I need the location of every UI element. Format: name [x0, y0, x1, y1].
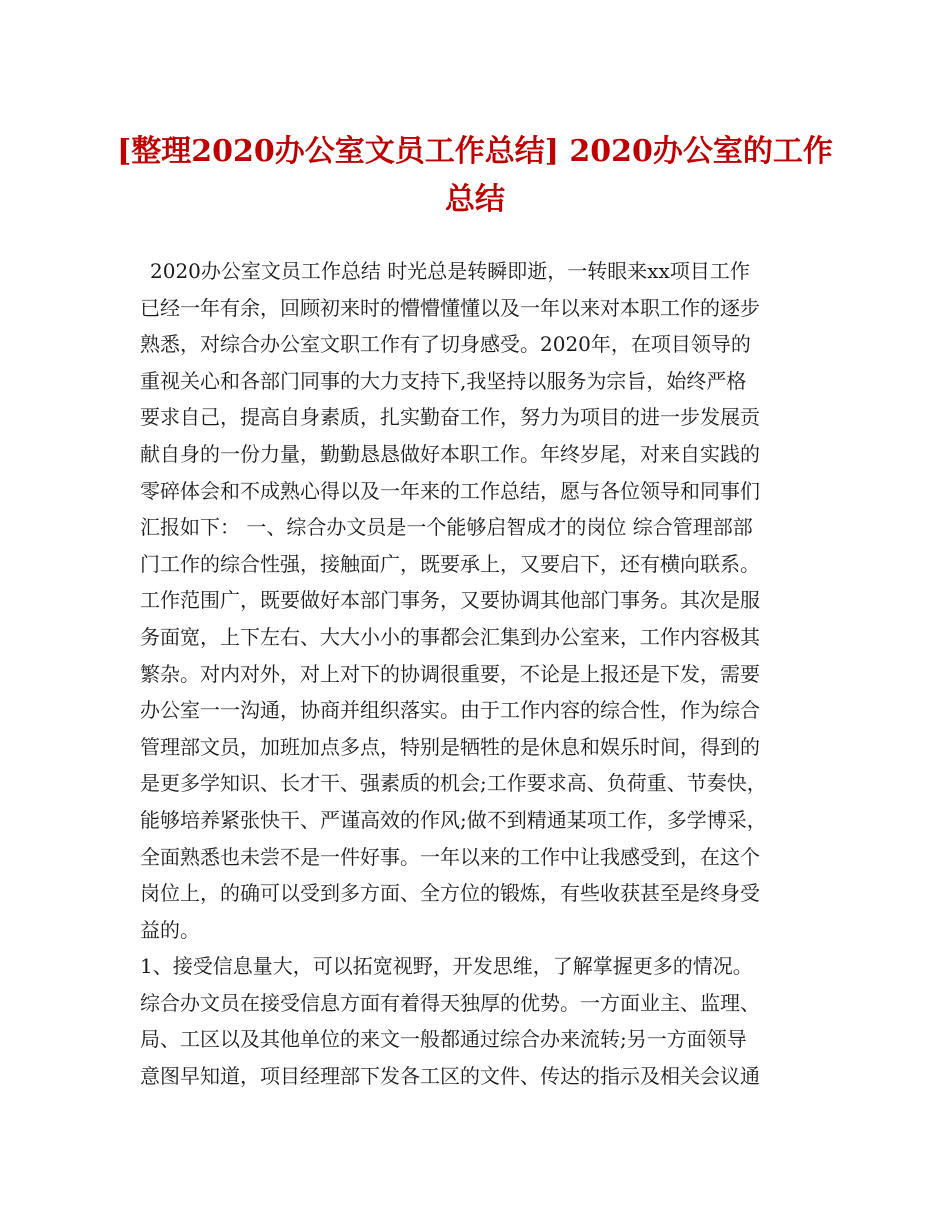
body-line: 局、工区以及其他单位的来文一般都通过综合办来流转;另一方面领导 [140, 1027, 747, 1052]
document-body [140, 253, 830, 1095]
body-line: 要求自己，提高自身素质，扎实勤奋工作，努力为项目的进一步发展贡 [140, 405, 760, 430]
body-line: 能够培养紧张快干、严谨高效的作风;做不到精通某项工作，多学博采， [140, 807, 767, 832]
body-line: 2020办公室文员工作总结 时光总是转瞬即逝，一转眼来xx项目工作 [150, 259, 750, 283]
body-line: 益的。 [140, 917, 200, 942]
body-line: 岗位上，的确可以受到多方面、全方位的锻炼，有些收获甚至是终身受 [140, 881, 760, 906]
body-line: 全面熟悉也未尝不是一件好事。一年以来的工作中让我感受到，在这个 [140, 844, 760, 869]
body-line: 熟悉，对综合办公室文职工作有了切身感受。2020年，在项目领导的 [140, 332, 751, 357]
body-line: 务面宽，上下左右、大大小小的事都会汇集到办公室来，工作内容极其 [140, 624, 760, 649]
body-line: 管理部文员，加班加点多点，特别是牺牲的是休息和娱乐时间，得到的 [140, 734, 760, 759]
body-line: 工作范围广，既要做好本部门事务，又要协调其他部门事务。其次是服 [140, 588, 760, 613]
body-line: 是更多学知识、长才干、强素质的机会;工作要求高、负荷重、节奏快， [140, 771, 767, 796]
body-line: 意图早知道，项目经理部下发各工区的文件、传达的指示及相关会议通 [140, 1064, 760, 1089]
body-line: 零碎体会和不成熟心得以及一年来的工作总结，愿与各位领导和同事们 [140, 478, 760, 503]
body-line: 办公室一一沟通，协商并组织落实。由于工作内容的综合性，作为综合 [140, 698, 760, 723]
body-line: 1、接受信息量大，可以拓宽视野，开发思维，了解掌握更多的情况。 [140, 954, 753, 979]
document-title [100, 128, 850, 224]
body-line: 汇报如下： 一、综合办文员是一个能够启智成才的岗位 综合管理部部 [140, 515, 753, 540]
body-line: 已经一年有余，回顾初来时的懵懵懂懂以及一年以来对本职工作的逐步 [140, 295, 760, 320]
body-line: 门工作的综合性强，接触面广，既要承上，又要启下，还有横向联系。 [140, 551, 760, 576]
title-line: 总结 [445, 182, 505, 217]
body-line: 献自身的一份力量，勤勤恳恳做好本职工作。年终岁尾，对来自实践的 [140, 441, 760, 466]
body-line: 重视关心和各部门同事的大力支持下,我坚持以服务为宗旨，始终严格 [140, 368, 747, 393]
body-line: 综合办文员在接受信息方面有着得天独厚的优势。一方面业主、监理、 [140, 990, 760, 1015]
body-line: 繁杂。对内对外，对上对下的协调很重要，不论是上报还是下发，需要 [140, 661, 760, 686]
title-line: [整理2020办公室文员工作总结] 2020办公室的工作 [117, 134, 833, 169]
